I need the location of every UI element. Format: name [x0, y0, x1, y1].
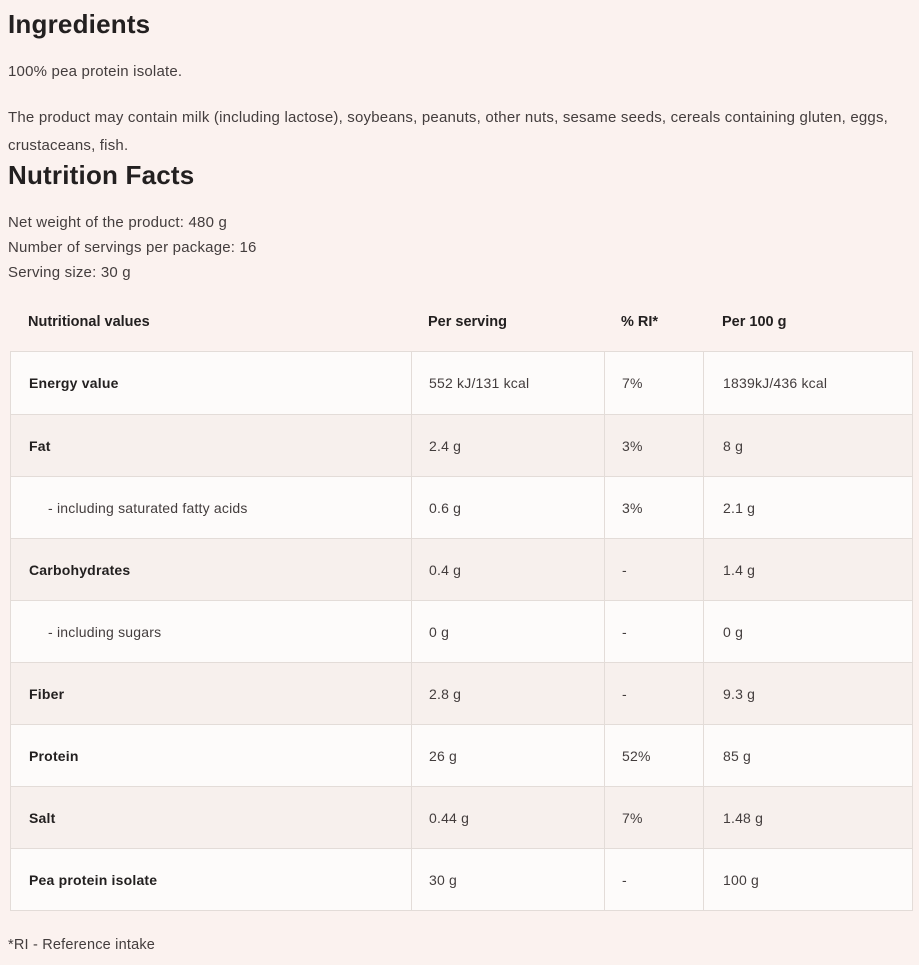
table-row: [11, 662, 912, 724]
per-100g-cell: 9.3 g: [703, 663, 912, 724]
ri-cell: -: [604, 663, 703, 724]
nutrient-name-cell: - including sugars: [48, 623, 162, 640]
per-serving-cell: 30 g: [411, 849, 604, 910]
per-100g-cell: 1.48 g: [703, 787, 912, 848]
nutrition-facts-section: [8, 160, 911, 953]
ri-cell: -: [604, 539, 703, 600]
per-100g-cell: 85 g: [703, 725, 912, 786]
per-100g-cell: 1.4 g: [703, 539, 912, 600]
header-per-serving: Per serving: [428, 314, 507, 330]
nutrient-name-cell: Pea protein isolate: [29, 871, 158, 888]
ri-cell: -: [604, 849, 703, 910]
ingredients-section: [8, 9, 911, 160]
nutrient-name-cell: Energy value: [29, 375, 119, 391]
nutrient-name-cell: Fiber: [29, 685, 65, 702]
per-serving-cell: 552 kJ/131 kcal: [411, 352, 604, 414]
per-100g-cell: 8 g: [703, 415, 912, 476]
composition-text: 100% pea protein isolate.: [8, 63, 183, 80]
nutrient-name-cell: Carbohydrates: [29, 561, 131, 578]
per-serving-cell: 26 g: [411, 725, 604, 786]
table-row: [11, 476, 912, 538]
per-100g-cell: 2.1 g: [703, 477, 912, 538]
net-weight: Net weight of the product: 480 g: [8, 214, 228, 231]
ri-cell: 3%: [604, 415, 703, 476]
header-nutritional-values: Nutritional values: [28, 314, 150, 330]
table-row: [11, 786, 912, 848]
nutrient-name-cell: Fat: [29, 437, 51, 454]
per-serving-cell: 0.44 g: [411, 787, 604, 848]
header-per-100g: Per 100 g: [722, 314, 787, 330]
nutrition-table-header: [10, 312, 913, 332]
nutrition-table: [10, 351, 913, 911]
per-serving-cell: 0.4 g: [411, 539, 604, 600]
ri-cell: 52%: [604, 725, 703, 786]
per-serving-cell: 0 g: [411, 601, 604, 662]
ri-cell: 7%: [604, 787, 703, 848]
per-serving-cell: 0.6 g: [411, 477, 604, 538]
ri-cell: 7%: [604, 352, 703, 414]
serving-size: Serving size: 30 g: [8, 264, 131, 281]
nutrient-name-cell: Protein: [29, 747, 79, 764]
nutrient-name-cell: Salt: [29, 809, 56, 826]
serving-meta: [8, 210, 911, 285]
table-row: [11, 414, 912, 476]
table-row: [11, 724, 912, 786]
servings-per-package: Number of servings per package: 16: [8, 239, 257, 256]
per-serving-cell: 2.4 g: [411, 415, 604, 476]
ri-cell: -: [604, 601, 703, 662]
header-ri: % RI*: [621, 314, 659, 330]
table-row: [11, 600, 912, 662]
table-row: [11, 848, 912, 910]
nutrient-name-cell: - including saturated fatty acids: [48, 499, 248, 516]
per-serving-cell: 2.8 g: [411, 663, 604, 724]
ri-cell: 3%: [604, 477, 703, 538]
reference-intake-footnote: *RI - Reference intake: [8, 937, 156, 953]
table-row: [11, 538, 912, 600]
table-row: [11, 352, 912, 414]
per-100g-cell: 1839kJ/436 kcal: [703, 352, 912, 414]
per-100g-cell: 0 g: [703, 601, 912, 662]
nutrition-facts-title: Nutrition Facts: [8, 160, 195, 190]
ingredients-title: Ingredients: [8, 9, 151, 39]
allergen-note: The product may contain milk (including lactose), soybeans, peanuts, other nuts, sesame seeds, cereals containing gluten, eggs, crustaceans, fish.: [8, 109, 889, 154]
per-100g-cell: 100 g: [703, 849, 912, 910]
